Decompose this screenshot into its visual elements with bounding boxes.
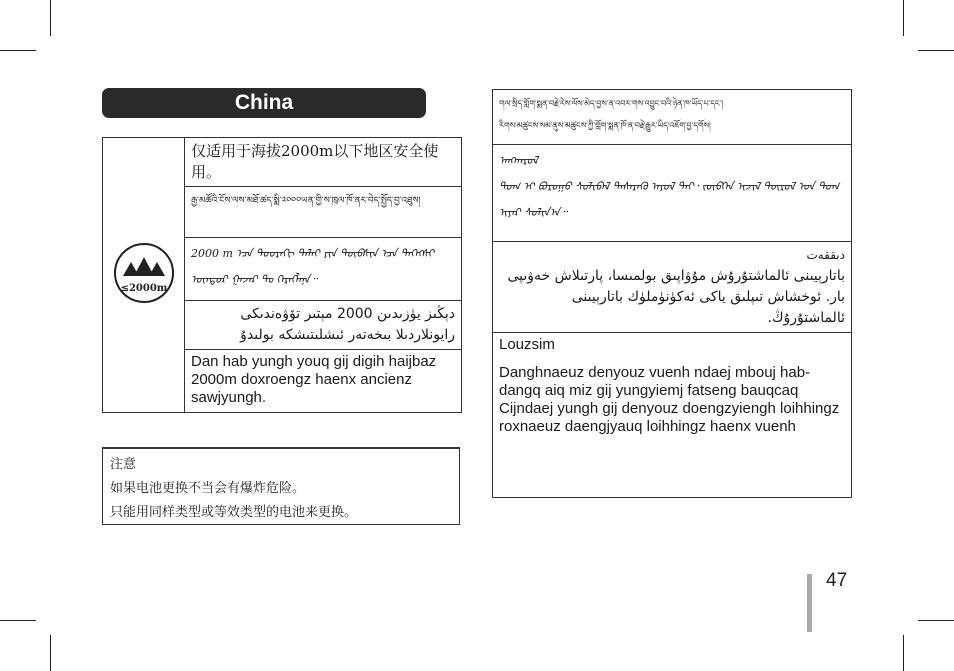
warning-mongolian xyxy=(493,145,852,242)
warning-tibetan-line-2: རིགས་མཚུངས་སམ་ནུས་མཚུངས་ཀྱི་གློག་སྨན་ཁོ་ན་བརྗེ་རྒྱུར་ཡིད་འཇོག་བྱ་དགོས། xyxy=(499,121,711,130)
battery-warning-table xyxy=(492,89,852,498)
altitude-tibetan: རྒྱ་མཚོའི་ངོས་ལས་མཐོ་ཚད་སྨི་༢༠༠༠ཡན་གྱི་ས་ཁུལ་ཁོ་ནར་བེད་སྤྱོད་བྱ་འཐུས། xyxy=(185,187,462,238)
caution-title: 注意 xyxy=(110,457,137,472)
warning-zhuang-heading: Louzsim xyxy=(499,336,555,353)
altitude-uyghur: دېڭىز يۈزىدىن 2000 مېتىر تۆۋەندىكى رايونلاردىلا بىخەتەر ئىشلىتىشكە بولىدۇ xyxy=(185,301,462,350)
altitude-chinese: 仅适用于海拔2000m以下地区安全使用。 xyxy=(185,138,462,187)
warning-mongolian-heading: ᠠᠩᠬᠠᠷᠤᠯ xyxy=(499,154,538,167)
crop-mark-bl-h xyxy=(0,620,36,621)
warning-zhuang-text: Danghnaeuz denyouz vuenh ndaej mbouj hab-dangq aiq miz gij yungyiemj fatseng bauqcaq Cijndaej yungh gij denyouz doengzyiengh loihhingz roxnaeuz daengjyauq loihhingz haenx vuenh xyxy=(499,364,840,435)
crop-mark-tl-v xyxy=(50,0,51,36)
altitude-mountain-icon xyxy=(113,242,175,304)
altitude-icon-cell xyxy=(103,138,185,413)
crop-mark-br-h xyxy=(918,620,954,621)
crop-mark-tl-h xyxy=(0,50,36,51)
caution-line-2: 只能用同样类型或等效类型的电池来更换。 xyxy=(110,505,358,520)
warning-mongolian-text: ᠲᠤᠭ ᠢ ᠪᠤᠷᠤᠭᠤ ᠰᠤᠯᠢᠪᠠᠯ ᠲᠡᠰᠡᠷᠡᠬᠦ ᠠᠶᠤᠯ ᠲᠠᠢ᠂ ᠵᠥᠪᠬᠡᠨ ᠢᠵᠢᠯ ᠲᠥᠷᠥᠯ ᠤᠨ ᠲᠤᠭ ᠢᠶᠠᠷ ᠰᠤᠯᠢᠨ᠎ᠠ᠃ xyxy=(499,180,840,219)
altitude-table xyxy=(102,137,462,413)
warning-uyghur-text: باتارېيىنى ئالماشتۇرۇش مۇۋاپىق بولمىسا، پارتىلاش خەۋىپى بار. ئوخشاش تىپلىق ياكى ئەكۈنۈملۈك باتارېيىنى ئالماشتۇرۇڭ. xyxy=(507,268,845,326)
altitude-icon-label: ≤2000m xyxy=(120,282,167,294)
warning-tibetan-line-1: གལ་སྲིད་གློག་སྨན་བརྗེ་རེས་ལོས་མེད་བྱས་ན་འབར་གས་འབྱུང་བའི་ཉེན་ཁ་ཡོད་པ་དང་། xyxy=(499,99,724,108)
altitude-mongolian: 2000 m ᠡᠴᠡ ᠳᠣᠣᠷᠠᠬᠢ ᠳᠠᠯᠠᠢ ᠶᠢᠨ ᠲᠦᠪᠱᠢᠨ ᠡᠴᠡ ᠳᠡᠭᠡᠭᠰᠢ ᠦᠨᠳᠦᠷ ᠭᠠᠵᠠᠷ ᠲᠤ ᠬᠡᠷᠡᠭᠯᠡᠨᠡ᠃ xyxy=(185,238,462,301)
page-number: 47 xyxy=(826,570,848,591)
crop-mark-tr-h xyxy=(918,50,954,51)
crop-mark-tr-v xyxy=(903,0,904,36)
warning-uyghur-heading: دىققەت xyxy=(806,248,845,262)
warning-zhuang xyxy=(493,333,852,498)
page-number-bar xyxy=(807,574,812,632)
altitude-zhuang: Dan hab yungh youq gij digih haijbaz 2000m doxroengz haenx ancienz sawjyungh. xyxy=(185,350,462,413)
warning-uyghur xyxy=(493,242,852,333)
country-banner: China xyxy=(102,88,426,118)
warning-tibetan xyxy=(493,90,852,145)
caution-line-1: 如果电池更换不当会有爆炸危险。 xyxy=(110,481,306,496)
battery-caution-box xyxy=(102,447,460,525)
crop-mark-bl-v xyxy=(50,635,51,671)
crop-mark-br-v xyxy=(903,635,904,671)
